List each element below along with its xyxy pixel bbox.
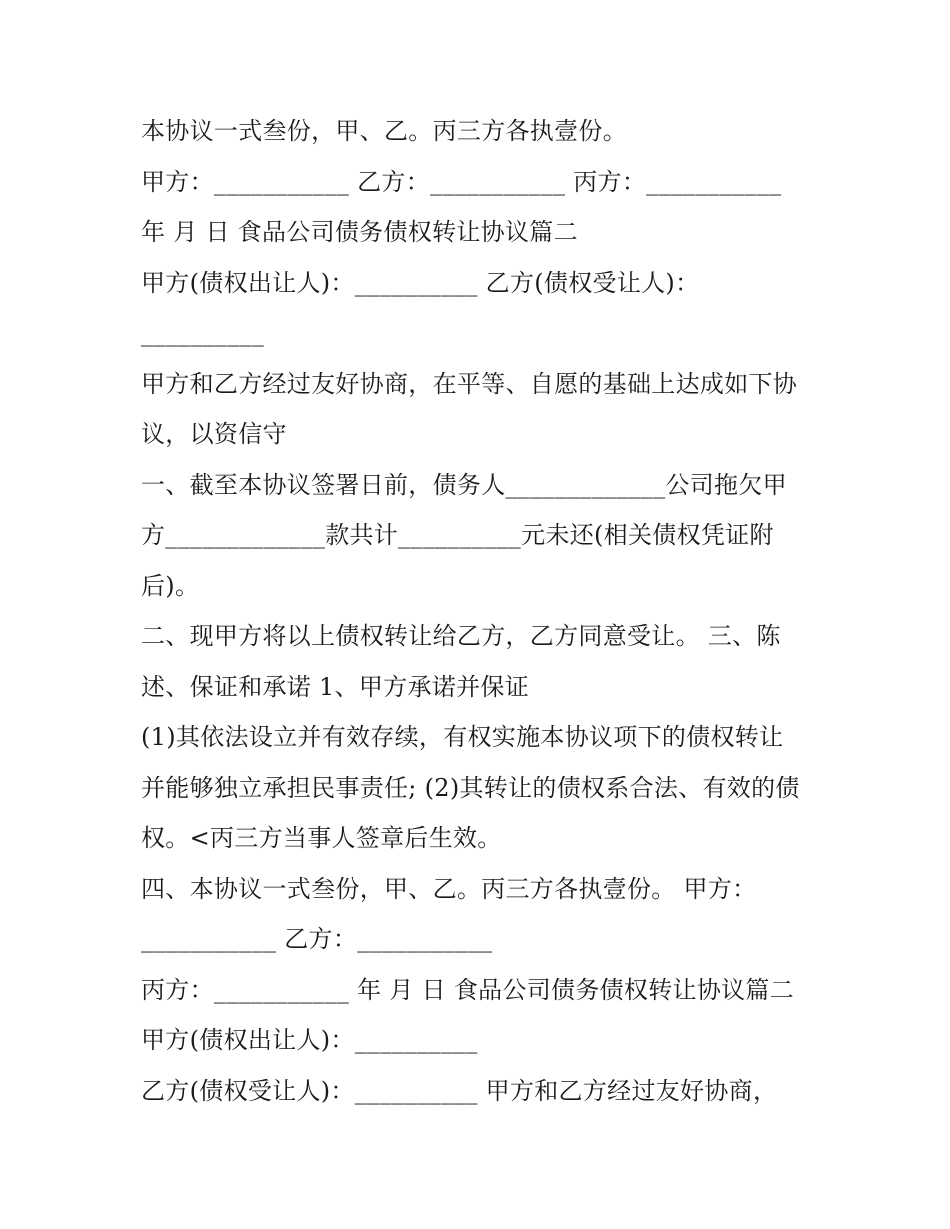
text-line: 年 月 日 食品公司债务债权转让协议篇二 (141, 218, 578, 246)
text-line: 方_____________款共计__________元未还(相关债权凭证附 (141, 521, 774, 549)
text-line: 议，以资信守 (141, 420, 287, 448)
text-line: 一、截至本协议签署日前，债务人_____________公司拖欠甲 (141, 470, 787, 499)
text-line: (1)其依法设立并有效存续，有权实施本协议项下的债权转让 (141, 723, 784, 751)
text-line: 本协议一式叁份，甲、乙。丙三方各执壹份。 (141, 117, 627, 145)
text-line: 并能够独立承担民事责任; (2)其转让的债权系合法、有效的债 (141, 773, 800, 802)
text-line: 甲方(债权出让人)：__________ 乙方(债权受让人)： (141, 268, 700, 297)
text-line: 甲方和乙方经过友好协商，在平等、自愿的基础上达成如下协 (141, 369, 798, 398)
text-line: 丙方：___________ 年 月 日 食品公司债务债权转让协议篇二 (141, 975, 795, 1004)
text-line: 述、保证和承诺 1、甲方承诺并保证 (141, 672, 529, 701)
text-line: ___________ 乙方：___________ (141, 925, 493, 953)
text-line: 甲方：___________ 乙方：___________ 丙方：___________ (141, 167, 782, 196)
text-line: 乙方(债权受让人)：__________ 甲方和乙方经过友好协商， (141, 1076, 778, 1105)
text-line: 二、现甲方将以上债权转让给乙方，乙方同意受让。 三、陈 (141, 622, 781, 650)
text-line: 权。<丙三方当事人签章后生效。 (141, 824, 502, 852)
text-line: __________ (141, 319, 264, 347)
document-body (141, 106, 821, 1116)
text-line: 甲方(债权出让人)：__________ (141, 1026, 478, 1054)
text-line: 后)。 (141, 571, 200, 600)
text-line: 四、本协议一式叁份，甲、乙。丙三方各执壹份。 甲方： (141, 874, 757, 903)
